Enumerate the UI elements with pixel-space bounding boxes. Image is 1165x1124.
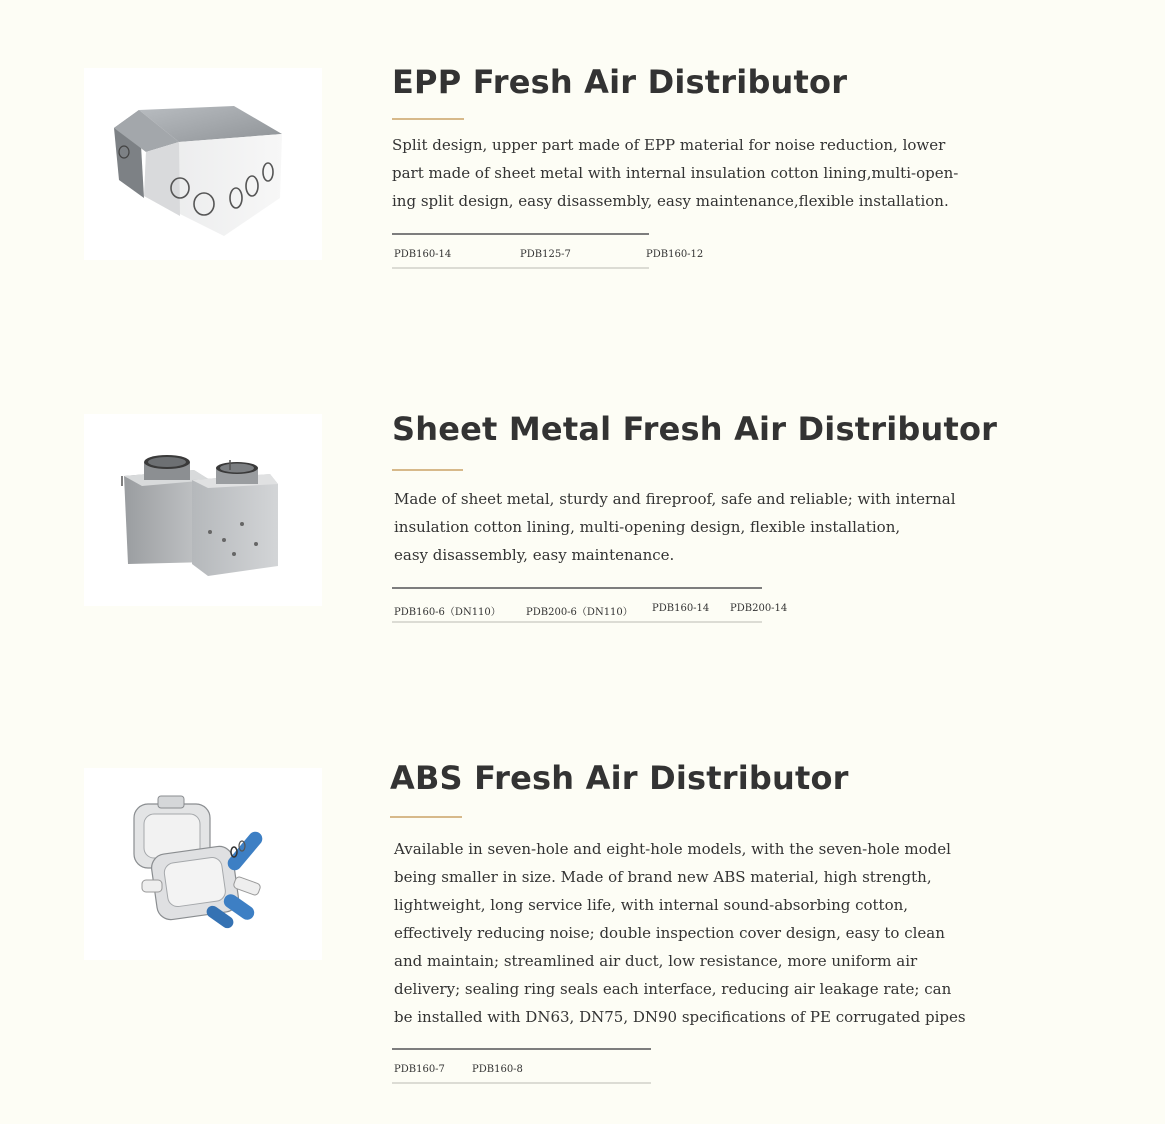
- model-tab[interactable]: PDB160-14: [394, 249, 452, 260]
- product-description: [392, 131, 1032, 215]
- model-tab[interactable]: PDB160-14: [652, 603, 710, 614]
- product-title: Sheet Metal Fresh Air Distributor: [392, 410, 998, 448]
- model-list: [392, 233, 704, 269]
- description-line: delivery; sealing ring seals each interface, reducing air leakage rate; can: [394, 980, 952, 998]
- description-line: easy disassembly, easy maintenance.: [394, 546, 675, 564]
- title-accent-line: [392, 469, 463, 471]
- product-title: ABS Fresh Air Distributor: [390, 759, 849, 797]
- abs-distributor-illustration: [84, 768, 322, 960]
- product-description: [394, 485, 1034, 569]
- sheet-metal-distributor-illustration: [84, 414, 322, 606]
- model-tab[interactable]: PDB160-6（DN110）: [394, 607, 501, 618]
- model-tab[interactable]: PDB160-7: [394, 1064, 445, 1075]
- description-line: Available in seven-hole and eight-hole models, with the seven-hole model: [394, 840, 951, 858]
- model-tab[interactable]: PDB200-6（DN110）: [526, 607, 633, 618]
- description-line: effectively reducing noise; double inspection cover design, easy to clean: [394, 924, 945, 942]
- model-tab[interactable]: PDB160-12: [646, 249, 704, 260]
- model-tab[interactable]: PDB200-14: [730, 603, 788, 614]
- title-accent-line: [390, 816, 462, 818]
- title-accent-line: [392, 118, 464, 120]
- description-line: ing split design, easy disassembly, easy maintenance,flexible installation.: [392, 192, 949, 210]
- product-description: [394, 835, 1034, 1031]
- description-line: being smaller in size. Made of brand new ABS material, high strength,: [394, 868, 932, 886]
- model-list: [392, 1048, 651, 1084]
- description-line: lightweight, long service life, with internal sound-absorbing cotton,: [394, 896, 909, 914]
- product-image-epp[interactable]: [84, 68, 322, 260]
- description-line: part made of sheet metal with internal insulation cotton lining,multi-open-: [392, 164, 959, 182]
- description-line: Split design, upper part made of EPP material for noise reduction, lower: [392, 136, 946, 154]
- epp-distributor-illustration: [84, 68, 322, 260]
- description-line: insulation cotton lining, multi-opening design, flexible installation,: [394, 518, 901, 536]
- model-list: [392, 587, 788, 623]
- product-image-abs[interactable]: [84, 768, 322, 960]
- product-image-sheet-metal[interactable]: [84, 414, 322, 606]
- description-line: be installed with DN63, DN75, DN90 specifications of PE corrugated pipes: [394, 1008, 966, 1026]
- model-tab[interactable]: PDB125-7: [520, 249, 571, 260]
- model-tab[interactable]: PDB160-8: [472, 1064, 523, 1075]
- description-line: Made of sheet metal, sturdy and fireproof, safe and reliable; with internal: [394, 490, 956, 508]
- description-line: and maintain; streamlined air duct, low resistance, more uniform air: [394, 952, 918, 970]
- product-title: EPP Fresh Air Distributor: [392, 63, 848, 101]
